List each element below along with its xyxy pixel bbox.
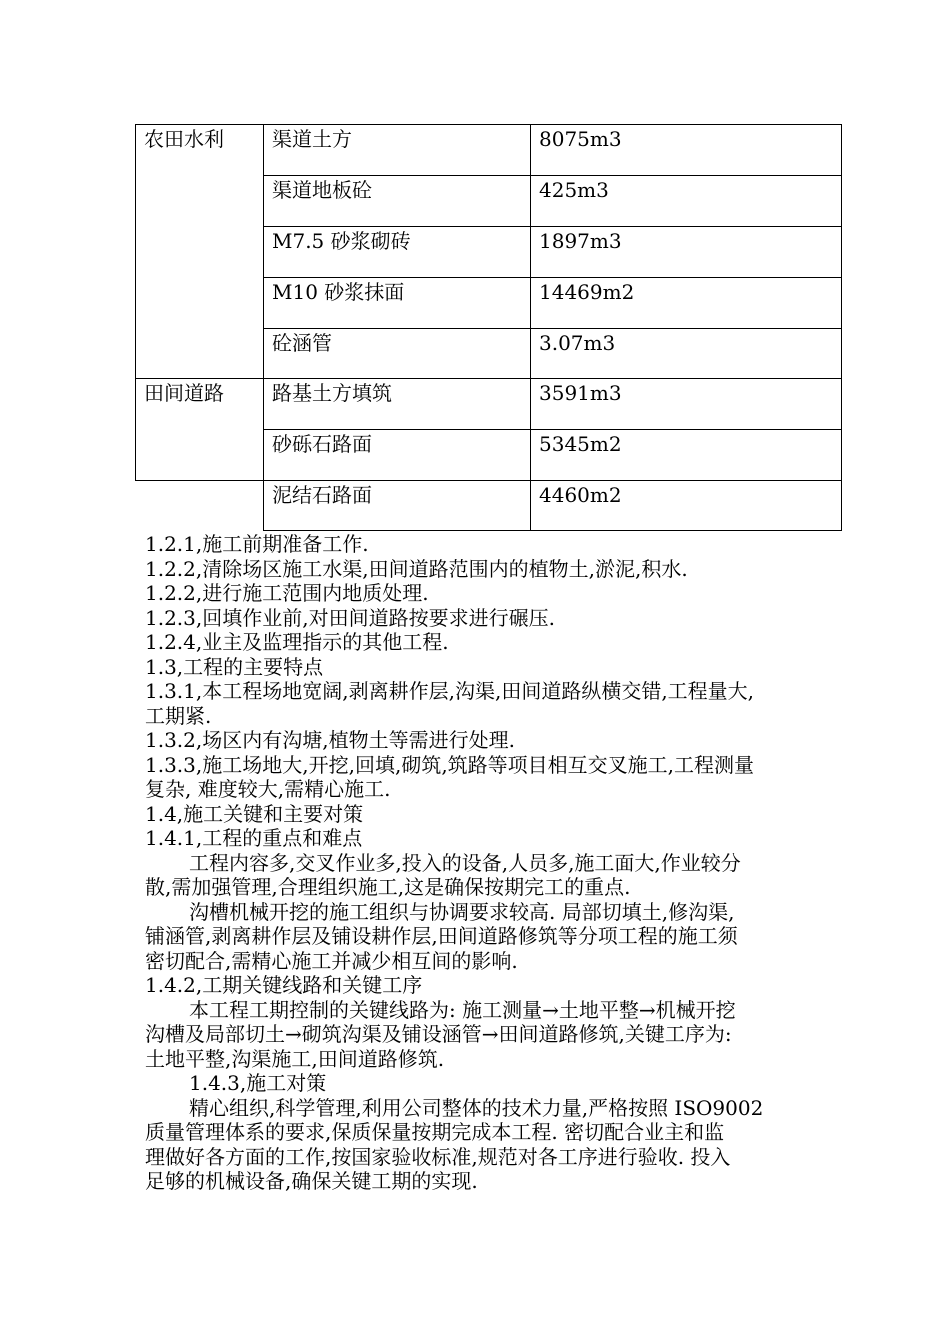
section-heading: 1.4,施工关键和主要对策: [145, 801, 364, 826]
subsection-heading: 1.4.1,工程的重点和难点: [145, 826, 363, 850]
text-line: 复杂, 难度较大,需精心施工.: [145, 777, 391, 801]
text-line: 工期紧.: [145, 703, 212, 728]
text-line: 工程内容多,交叉作业多,投入的设备,人员多,施工面大,作业较分: [189, 850, 741, 875]
section-heading: 1.3,工程的主要特点: [145, 654, 324, 679]
document-body: [145, 532, 809, 1194]
table-qty: 3591m3: [539, 381, 622, 405]
quantity-table: [135, 124, 842, 531]
text-line: 1.3.3,施工场地大,开挖,回填,砌筑,筑路等项目相互交叉施工,工程测量: [145, 752, 755, 777]
text-line: 1.2.2,进行施工范围内地质处理.: [145, 581, 429, 605]
text-line: 精心组织,科学管理,利用公司整体的技术力量,严格按照 ISO9002: [189, 1095, 764, 1120]
table-qty: 8075m3: [539, 127, 622, 151]
table-qty: 14469m2: [539, 280, 635, 304]
table-qty: 1897m3: [539, 229, 622, 253]
text-line: 沟槽及局部切土→砌筑沟渠及铺设涵管→田间道路修筑,关键工序为:: [145, 1022, 732, 1046]
table-item: 渠道地板砼: [272, 178, 372, 202]
subsection-heading: 1.4.3,施工对策: [189, 1071, 327, 1095]
text-line: 密切配合,需精心施工并减少相互间的影响.: [145, 948, 518, 973]
text-line: 沟槽机械开挖的施工组织与协调要求较高. 局部切填土,修沟渠,: [189, 899, 735, 924]
table-qty: 4460m2: [539, 483, 622, 507]
text-line: 质量管理体系的要求,保质保量按期完成本工程. 密切配合业主和监: [145, 1120, 725, 1144]
table-item: 渠道土方: [272, 127, 352, 151]
text-line: 1.2.3,回填作业前,对田间道路按要求进行碾压.: [145, 605, 555, 630]
subsection-heading: 1.4.2,工期关键线路和关键工序: [145, 973, 423, 997]
text-line: 1.2.1,施工前期准备工作.: [145, 532, 369, 556]
text-line: 铺涵管,剥离耕作层及铺设耕作层,田间道路修筑等分项工程的施工须: [145, 924, 738, 948]
table-item: M10 砂浆抹面: [272, 280, 405, 304]
table-qty: 425m3: [539, 178, 609, 202]
table-category: 田间道路: [144, 381, 224, 405]
table-qty: 3.07m3: [539, 331, 616, 355]
table-item: 路基土方填筑: [272, 381, 392, 405]
text-line: 1.2.4,业主及监理指示的其他工程.: [145, 630, 449, 654]
table-qty: 5345m2: [539, 432, 622, 456]
text-line: 本工程工期控制的关键线路为: 施工测量→土地平整→机械开挖: [189, 997, 736, 1022]
text-line: 散,需加强管理,合理组织施工,这是确保按期完工的重点.: [145, 875, 631, 899]
table-category: 农田水利: [144, 127, 224, 151]
table-border-left: [135, 124, 136, 480]
text-line: 足够的机械设备,确保关键工期的实现.: [145, 1169, 478, 1193]
text-line: 1.2.2,清除场区施工水渠,田间道路范围内的植物土,淤泥,积水.: [145, 556, 688, 581]
text-line: 1.3.2,场区内有沟塘,植物土等需进行处理.: [145, 728, 515, 752]
table-item: 砂砾石路面: [272, 432, 372, 456]
text-line: 理做好各方面的工作,按国家验收标准,规范对各工序进行验收. 投入: [145, 1144, 731, 1169]
table-item: 泥结石路面: [272, 483, 372, 507]
table-border-bottom: [263, 530, 842, 531]
table-item: M7.5 砂浆砌砖: [272, 229, 411, 253]
text-line: 1.3.1,本工程场地宽阔,剥离耕作层,沟渠,田间道路纵横交错,工程量大,: [145, 679, 755, 703]
table-item: 砼涵管: [272, 331, 332, 355]
text-line: 土地平整,沟渠施工,田间道路修筑.: [145, 1046, 445, 1071]
